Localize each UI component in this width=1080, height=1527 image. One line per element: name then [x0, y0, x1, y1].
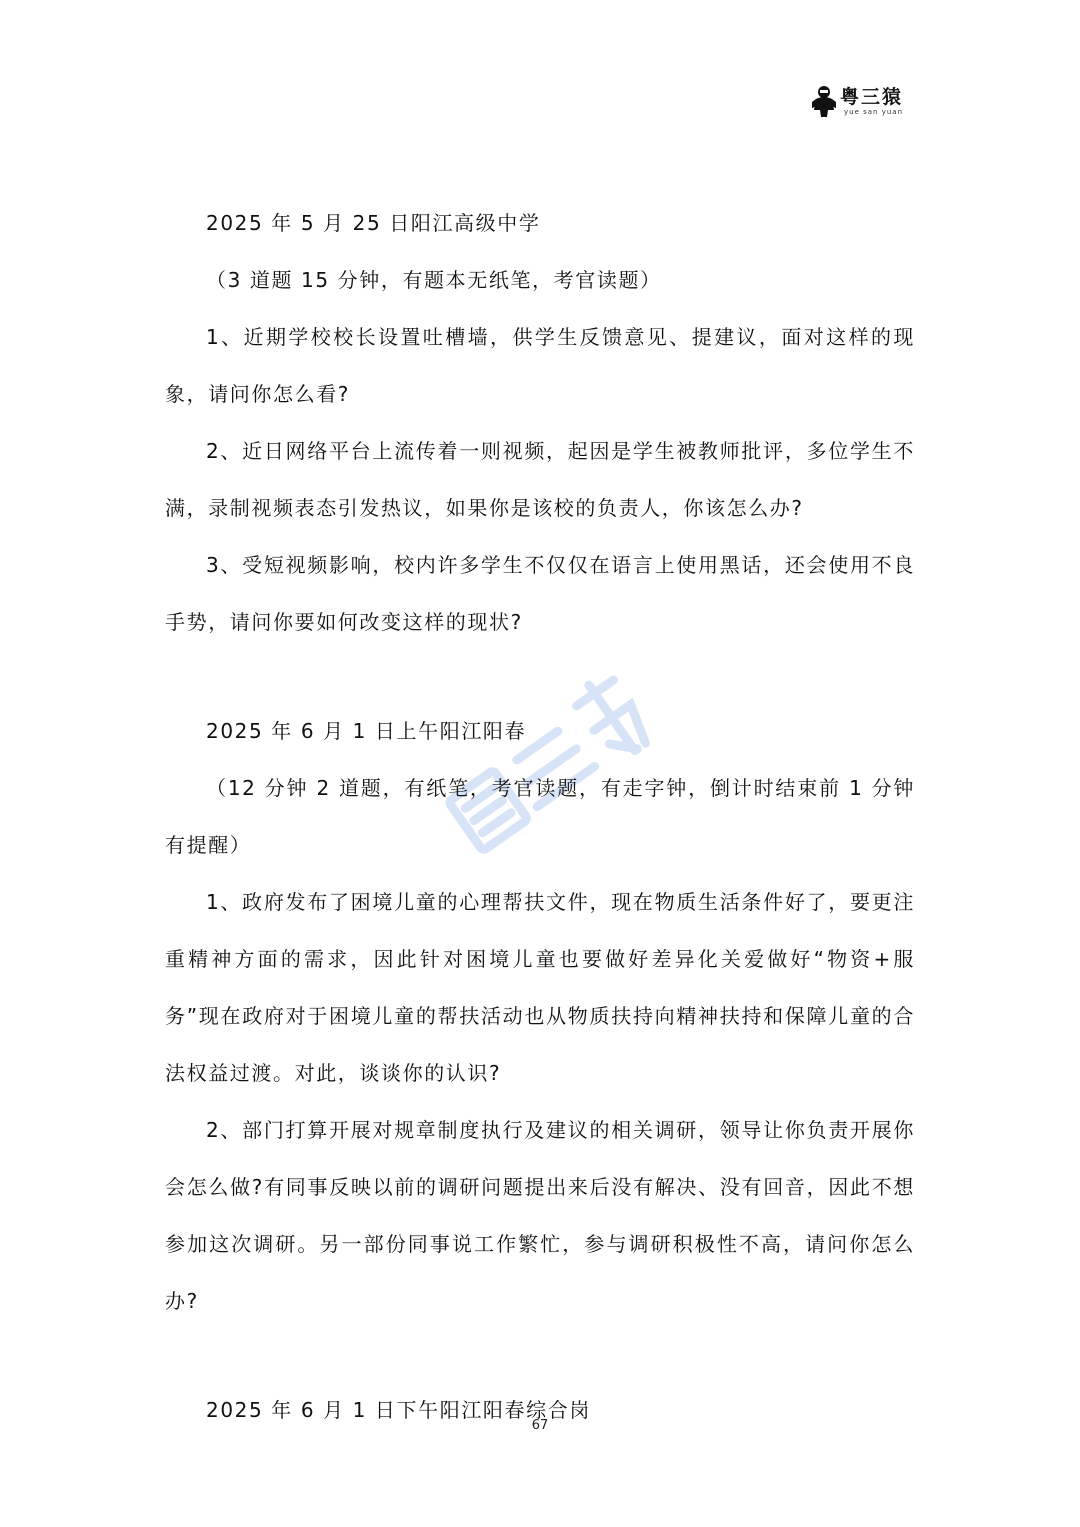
- section-spacer: [165, 1330, 915, 1382]
- question-paragraph: 1、政府发布了困境儿童的心理帮扶文件，现在物质生活条件好了，要更注重精神方面的需求，因此针对困境儿童也要做好差异化关爱做好“物资+服务”现在政府对于困境儿童的帮扶活动也从物质扶持向精神扶持和保障儿童的合法权益过渡。对此，谈谈你的认识?: [165, 890, 915, 1085]
- section-note: （3 道题 15 分钟，有题本无纸笔，考官读题）: [206, 268, 662, 292]
- section-spacer: [165, 651, 915, 703]
- page-number: 67: [531, 1418, 549, 1433]
- brand-pinyin: yue san yuan: [844, 108, 904, 116]
- brand-name: 粤三猿: [840, 86, 904, 108]
- section-title: 2025 年 6 月 1 日上午阳江阳春: [206, 719, 527, 743]
- document-body: [165, 195, 915, 1439]
- question-paragraph: 2、近日网络平台上流传着一则视频，起因是学生被教师批评，多位学生不满，录制视频表态引发热议，如果你是该校的负责人，你该怎么办?: [165, 439, 915, 520]
- section-title: 2025 年 5 月 25 日阳江高级中学: [206, 211, 541, 235]
- section-title: 2025 年 6 月 1 日下午阳江阳春综合岗: [206, 1398, 591, 1422]
- ape-mascot-icon: [810, 84, 838, 118]
- question-paragraph: 1、近期学校校长设置吐槽墙，供学生反馈意见、提建议，面对这样的现象，请问你怎么看?: [165, 325, 915, 406]
- brand-logo: [810, 84, 920, 124]
- question-paragraph: 3、受短视频影响，校内许多学生不仅仅在语言上使用黑话，还会使用不良手势，请问你要如何改变这样的现状?: [165, 553, 915, 634]
- question-paragraph: 2、部门打算开展对规章制度执行及建议的相关调研，领导让你负责开展你会怎么做?有同事反映以前的调研问题提出来后没有解决、没有回音，因此不想参加这次调研。另一部份同事说工作繁忙，参与调研积极性不高，请问你怎么办?: [165, 1118, 915, 1313]
- section-note: （12 分钟 2 道题，有纸笔，考官读题，有走字钟，倒计时结束前 1 分钟有提醒）: [165, 776, 915, 857]
